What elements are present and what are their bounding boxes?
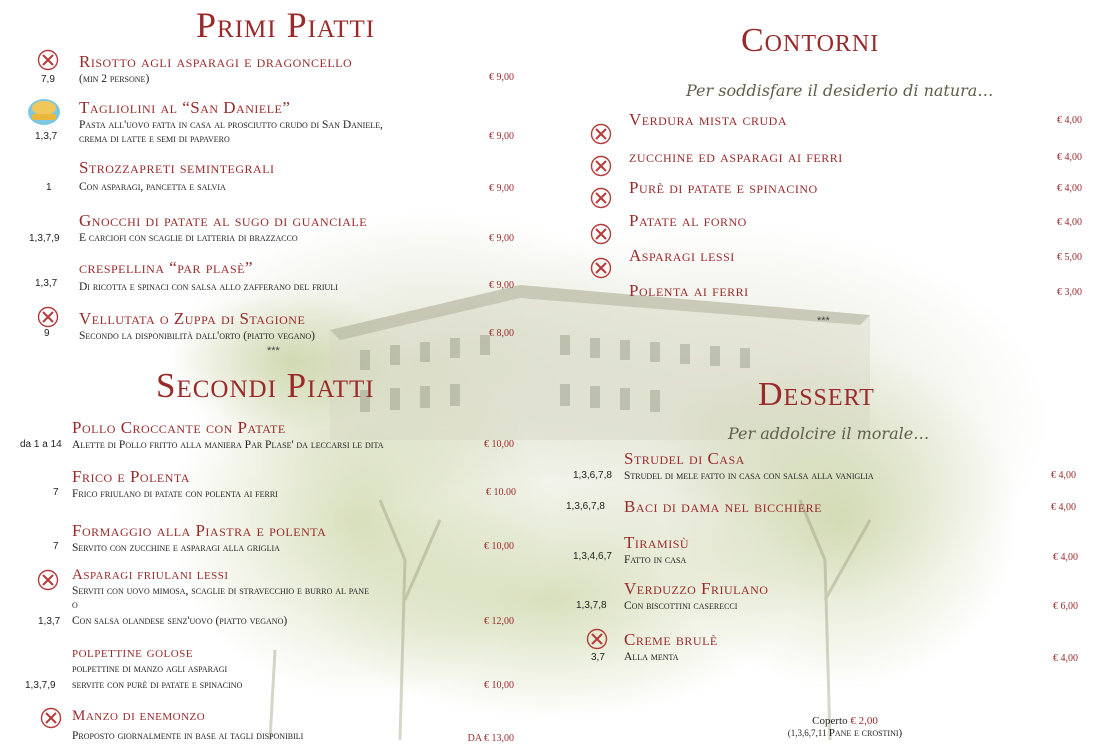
item-name: Tiramisù	[624, 533, 690, 552]
item-name: Frico e Polenta	[72, 467, 190, 486]
section-separator: ***	[267, 345, 280, 357]
menu-item	[629, 246, 735, 266]
item-description: o	[72, 599, 78, 611]
item-price: DA € 13,00	[467, 733, 514, 744]
allergen-codes: 7	[53, 541, 59, 552]
item-name: Strozzapreti semintegrali	[79, 158, 275, 177]
menu-item	[72, 645, 242, 692]
allergen-codes: 1,3,7	[35, 278, 58, 289]
item-description: Pasta all'uovo fatta in casa al prosciutto crudo di San Daniele,	[79, 119, 383, 131]
section-separator: ***	[817, 315, 830, 327]
allergen-codes: 7	[53, 487, 59, 498]
item-price: € 4,00	[1057, 152, 1082, 163]
vegetarian-x-icon	[590, 155, 612, 177]
primi-title: Primi Piatti	[196, 5, 376, 45]
menu-item	[79, 98, 383, 146]
allergen-codes: 7,9	[41, 74, 55, 85]
vegetarian-x-icon	[586, 628, 608, 650]
item-description: Strudel di mele fatto in casa con salsa alla vaniglia	[624, 470, 874, 482]
item-price: € 4,00	[1053, 552, 1078, 563]
coperto-charge	[770, 715, 920, 739]
item-price: € 4,00	[1051, 470, 1076, 481]
item-description: Frico friulano di patate con polenta ai ferri	[72, 488, 278, 500]
item-description: Con asparagi, pancetta e salvia	[79, 181, 226, 193]
contorni-title: Contorni	[741, 22, 880, 59]
menu-item	[624, 497, 822, 517]
item-price: € 4,00	[1057, 115, 1082, 126]
coperto-price: € 2,00	[850, 715, 878, 727]
allergen-codes: 1,3,7	[35, 131, 58, 142]
coperto-note: Pane e crostini)	[828, 727, 903, 739]
menu-item	[629, 178, 818, 198]
vegetarian-x-icon	[590, 123, 612, 145]
allergen-codes: 1,3,7	[38, 616, 61, 627]
item-price: € 4,00	[1051, 502, 1076, 513]
menu-item	[624, 533, 689, 567]
vegetarian-x-icon	[37, 306, 59, 328]
menu-item	[79, 52, 352, 86]
allergen-codes: 1,3,6,7,8	[566, 501, 605, 512]
item-description: E carciofi con scaglie di latteria di brazzacco	[79, 232, 298, 244]
item-name: Formaggio alla Piastra e polenta	[72, 521, 327, 540]
item-description: Con salsa olandese senz'uovo (piatto vegano)	[72, 615, 288, 627]
item-price: € 10,00	[484, 680, 514, 691]
item-name: Asparagi lessi	[629, 246, 735, 265]
menu-item	[629, 281, 749, 301]
item-name: crespellina “par plasè”	[79, 258, 254, 277]
item-name: Tagliolini al “San Daniele”	[79, 98, 291, 117]
vegetarian-x-icon	[40, 707, 62, 729]
allergen-codes: 1	[46, 182, 52, 193]
item-price: € 5,00	[1057, 252, 1082, 263]
vegetarian-x-icon	[590, 223, 612, 245]
menu-item	[72, 708, 303, 743]
menu-item	[79, 309, 315, 343]
allergen-codes: 3,7	[591, 652, 605, 663]
item-price: € 9,00	[489, 131, 514, 142]
item-name: Asparagi friulani lessi	[72, 567, 229, 583]
prosciutto-badge-icon	[26, 96, 62, 128]
item-name: Patate al forno	[629, 211, 747, 230]
item-name: Creme brulè	[624, 630, 718, 649]
vegetarian-x-icon	[37, 569, 59, 591]
secondi-title: Secondi Piatti	[156, 366, 375, 405]
menu-item	[624, 630, 718, 664]
item-description: Serviti con uovo mimosa, scaglie di stravecchio e burro al pane	[72, 585, 369, 597]
menu-item	[629, 211, 747, 231]
menu-item	[79, 158, 275, 194]
vegetarian-x-icon	[37, 49, 59, 71]
allergen-codes: 1,3,7,9	[25, 680, 56, 691]
item-name: Risotto agli asparagi e dragoncello	[79, 52, 353, 71]
item-name: Manzo di enemonzo	[72, 708, 206, 724]
vegetarian-x-icon	[590, 257, 612, 279]
allergen-codes: 1,3,7,9	[29, 233, 60, 244]
item-description: Fatto in casa	[624, 554, 687, 566]
item-description: Secondo la disponibilità dall'orto (piatto vegano)	[79, 330, 315, 342]
menu-item	[72, 521, 326, 555]
item-description: polpettine di manzo agli asparagi	[72, 663, 228, 675]
item-price: € 9,00	[489, 280, 514, 291]
item-name: polpettine golose	[72, 645, 194, 661]
item-price: € 4,00	[1057, 183, 1082, 194]
menu-item	[79, 211, 367, 245]
item-price: € 10,00	[484, 439, 514, 450]
menu-item	[624, 449, 874, 483]
item-name: Baci di dama nel bicchiere	[624, 497, 822, 516]
allergen-codes: 1,3,7,8	[576, 600, 607, 611]
item-name: Gnocchi di patate al sugo di guanciale	[79, 211, 368, 230]
item-price: € 8,00	[489, 328, 514, 339]
menu-item	[629, 147, 843, 167]
item-name: Purè di patate e spinacino	[629, 178, 818, 197]
item-price: € 10.00	[486, 487, 516, 498]
allergen-codes: 9	[44, 328, 50, 339]
dessert-title: Dessert	[758, 376, 875, 413]
coperto-label: Coperto	[812, 715, 848, 727]
item-description: Alette di Pollo fritto alla maniera Par Plase' da leccarsi le dita	[72, 439, 384, 451]
menu-item	[624, 579, 768, 613]
menu-item	[79, 258, 338, 294]
coperto-allergens: (1,3,6,7,11	[787, 728, 827, 738]
dessert-motto: Per addolcire il morale…	[728, 424, 930, 443]
item-price: € 9,00	[489, 233, 514, 244]
item-name: Polenta ai ferri	[629, 281, 749, 300]
menu-item	[72, 467, 278, 501]
item-price: € 4,00	[1053, 653, 1078, 664]
item-description: Proposto giornalmente in base ai tagli disponibili	[72, 730, 304, 742]
item-name: Verduzzo Friulano	[624, 579, 769, 598]
item-price: € 6,00	[1053, 601, 1078, 612]
item-price: € 3,00	[1057, 287, 1082, 298]
item-name: zucchine ed asparagi ai ferri	[629, 147, 843, 166]
item-price: € 12,00	[484, 616, 514, 627]
item-description: Alla menta	[624, 651, 679, 663]
item-name: Pollo Croccante con Patate	[72, 418, 286, 437]
item-price: € 9,00	[489, 183, 514, 194]
item-price: € 10,00	[484, 541, 514, 552]
allergen-codes: 1,3,4,6,7	[573, 551, 612, 562]
item-description: Con biscottini caserecci	[624, 600, 738, 612]
allergen-codes: da 1 a 14	[20, 439, 62, 450]
item-description: Di ricotta e spinaci con salsa allo zafferano del friuli	[79, 281, 338, 293]
item-name: Verdura mista cruda	[629, 110, 787, 129]
allergen-codes: 1,3,6,7,8	[573, 470, 612, 481]
item-description: servite con purè di patate e spinacino	[72, 679, 243, 691]
vegetarian-x-icon	[590, 187, 612, 209]
menu-item	[629, 110, 787, 130]
item-price: € 9,00	[489, 72, 514, 83]
item-description: crema di latte e semi di papavero	[79, 133, 230, 145]
menu-item	[72, 418, 384, 452]
item-name: Strudel di Casa	[624, 449, 745, 468]
item-description: (min 2 persone)	[79, 73, 150, 85]
item-description: Servito con zucchine e asparagi alla griglia	[72, 542, 280, 554]
item-price: € 4,00	[1057, 217, 1082, 228]
contorni-motto: Per soddisfare il desiderio di natura…	[686, 81, 994, 100]
item-name: Vellutata o Zuppa di Stagione	[79, 309, 306, 328]
menu-item	[72, 567, 369, 628]
